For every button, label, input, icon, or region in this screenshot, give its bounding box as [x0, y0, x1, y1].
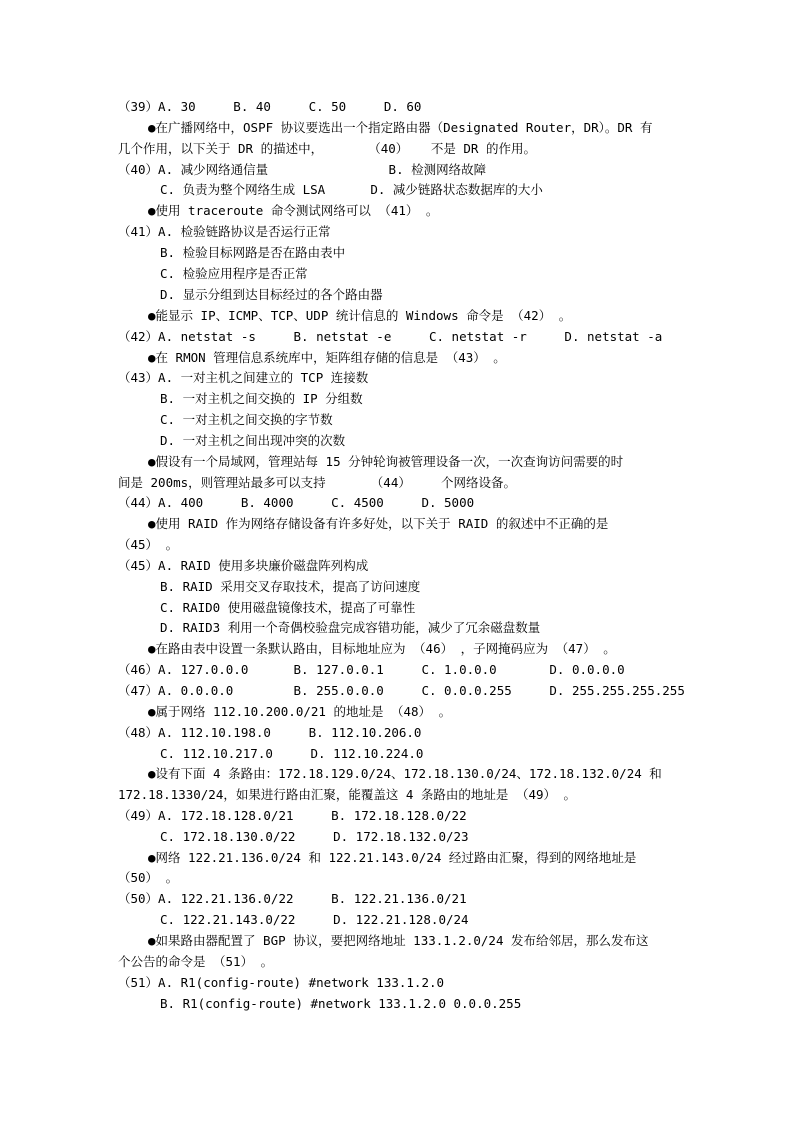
question-48: ●属于网络 112.10.200.0/21 的地址是 （48） 。 [148, 704, 452, 719]
answer-46: （46）A. 127.0.0.0 B. 127.0.0.1 C. 1.0.0.0 D. 0.0.0.0 [118, 662, 625, 677]
answer-42: （42）A. netstat -s B. netstat -e C. netstat -r D. netstat -a [118, 329, 663, 344]
answer-51b: B. R1(config-route) #network 133.1.2.0 0.0.0.255 [160, 996, 522, 1011]
answer-line-40b: C. 负责为整个网络生成 LSA D. 减少链路状态数据库的大小 [160, 182, 543, 197]
question-41: ●使用 traceroute 命令测试网络可以 （41） 。 [148, 203, 439, 218]
question-40-line1: ●在广播网络中，OSPF 协议要选出一个指定路由器（Designated Router，DR）。DR 有 [148, 120, 653, 135]
question-42: ●能显示 IP、ICMP、TCP、UDP 统计信息的 Windows 命令是 （42） 。 [148, 308, 572, 323]
answer-45a: （45）A. RAID 使用多块廉价磁盘阵列构成 [118, 558, 369, 573]
question-50-line2: （50） 。 [118, 870, 179, 885]
answer-48a: （48）A. 112.10.198.0 B. 112.10.206.0 [118, 725, 422, 740]
answer-47: （47）A. 0.0.0.0 B. 255.0.0.0 C. 0.0.0.255 D. 255.255.255.255 [118, 683, 685, 698]
answer-45b: B. RAID 采用交叉存取技术，提高了访问速度 [160, 579, 421, 594]
question-50-line1: ●网络 122.21.136.0/24 和 122.21.143.0/24 经过路由汇聚，得到的网络地址是 [148, 850, 637, 865]
question-43: ●在 RMON 管理信息系统库中，矩阵组存储的信息是 （43） 。 [148, 350, 506, 365]
question-46-47: ●在路由表中设置一条默认路由，目标地址应为 （46） ，子网掩码应为 （47） 。 [148, 641, 616, 656]
question-49-line1: ●设有下面 4 条路由：172.18.129.0/24、172.18.130.0/24、172.18.132.0/24 和 [148, 766, 662, 781]
answer-line-39: （39）A. 30 B. 40 C. 50 D. 60 [118, 99, 422, 114]
answer-41b: B. 检验目标网路是否在路由表中 [160, 245, 346, 260]
answer-45c: C. RAID0 使用磁盘镜像技术，提高了可靠性 [160, 600, 416, 615]
answer-41c: C. 检验应用程序是否正常 [160, 266, 308, 281]
answer-43c: C. 一对主机之间交换的字节数 [160, 412, 333, 427]
question-45-line2: （45） 。 [118, 537, 179, 552]
question-40-line2: 几个作用，以下关于 DR 的描述中， （40） 不是 DR 的作用。 [118, 141, 536, 156]
question-44-line1: ●假设有一个局域网，管理站每 15 分钟轮询被管理设备一次，一次查询访问需要的时 [148, 454, 624, 469]
answer-49b: C. 172.18.130.0/22 D. 172.18.132.0/23 [160, 829, 469, 844]
question-51-line2: 个公告的命令是 （51） 。 [118, 954, 274, 969]
question-49-line2: 172.18.1330/24，如果进行路由汇聚，能覆盖这 4 条路由的地址是 （49） 。 [118, 787, 577, 802]
answer-49a: （49）A. 172.18.128.0/21 B. 172.18.128.0/22 [118, 808, 467, 823]
answer-41d: D. 显示分组到达目标经过的各个路由器 [160, 287, 383, 302]
question-51-line1: ●如果路由器配置了 BGP 协议，要把网络地址 133.1.2.0/24 发布给邻居，那么发布这 [148, 933, 649, 948]
answer-43b: B. 一对主机之间交换的 IP 分组数 [160, 391, 363, 406]
answer-43a: （43）A. 一对主机之间建立的 TCP 连接数 [118, 370, 369, 385]
question-44-line2: 间是 200ms，则管理站最多可以支持 （44） 个网络设备。 [118, 475, 516, 490]
answer-44: （44）A. 400 B. 4000 C. 4500 D. 5000 [118, 495, 475, 510]
question-45-line1: ●使用 RAID 作为网络存储设备有许多好处，以下关于 RAID 的叙述中不正确的是 [148, 516, 609, 531]
answer-41a: （41）A. 检验链路协议是否运行正常 [118, 224, 331, 239]
answer-51a: （51）A. R1(config-route) #network 133.1.2.0 [118, 975, 445, 990]
answer-45d: D. RAID3 利用一个奇偶校验盘完成容错功能，减少了冗余磁盘数量 [160, 620, 541, 635]
answer-line-40a: （40）A. 减少网络通信量 B. 检测网络故障 [118, 162, 487, 177]
answer-48b: C. 112.10.217.0 D. 112.10.224.0 [160, 746, 424, 761]
answer-50a: （50）A. 122.21.136.0/22 B. 122.21.136.0/21 [118, 891, 467, 906]
answer-50b: C. 122.21.143.0/22 D. 122.21.128.0/24 [160, 912, 469, 927]
answer-43d: D. 一对主机之间出现冲突的次数 [160, 433, 346, 448]
